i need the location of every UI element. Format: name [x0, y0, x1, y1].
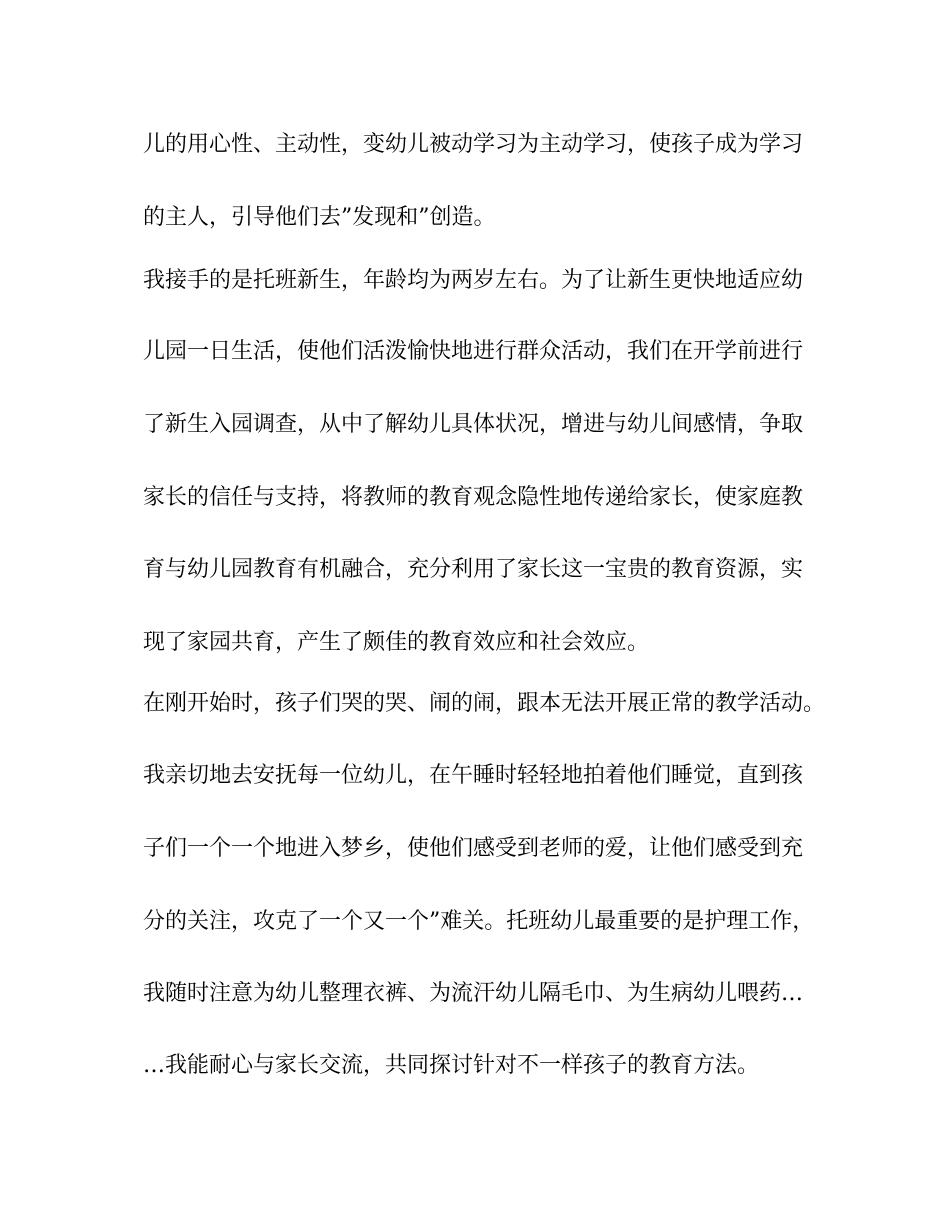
- text-line: 我随时注意为幼儿整理衣裤、为流汗幼儿隔毛巾、为生病幼儿喂药…: [143, 981, 804, 1006]
- text-line: 家长的信任与支持，将教师的教育观念隐性地传递给家长，使家庭教: [143, 485, 804, 510]
- text-line: 育与幼儿园教育有机融合，充分利用了家长这一宝贵的教育资源，实: [143, 557, 804, 582]
- text-line: 了新生入园调查，从中了解幼儿具体状况，增进与幼儿间感情，争取: [143, 412, 804, 437]
- text-line: 的主人，引导他们去”发现和”创造。: [143, 205, 496, 230]
- text-line: 我亲切地去安抚每一位幼儿，在午睡时轻轻地拍着他们睡觉，直到孩: [143, 763, 804, 788]
- text-line: …我能耐心与家长交流，共同探讨针对不一样孩子的教育方法。: [143, 1053, 760, 1078]
- text-line: 在刚开始时，孩子们哭的哭、闹的闹，跟本无法开展正常的教学活动。: [143, 691, 826, 716]
- text-line: 现了家园共育，产生了颇佳的教育效应和社会效应。: [143, 630, 650, 655]
- text-line: 分的关注，攻克了一个又一个”难关。托班幼儿最重要的是护理工作，: [143, 909, 815, 934]
- text-line: 我接手的是托班新生，年龄均为两岁左右。为了让新生更快地适应幼: [143, 268, 804, 293]
- text-line: 儿园一日生活，使他们活泼愉快地进行群众活动，我们在开学前进行: [143, 339, 804, 364]
- text-line: 子们一个一个地进入梦乡，使他们感受到老师的爱，让他们感受到充: [143, 836, 804, 861]
- text-line: 儿的用心性、主动性，变幼儿被动学习为主动学习，使孩子成为学习: [143, 132, 804, 157]
